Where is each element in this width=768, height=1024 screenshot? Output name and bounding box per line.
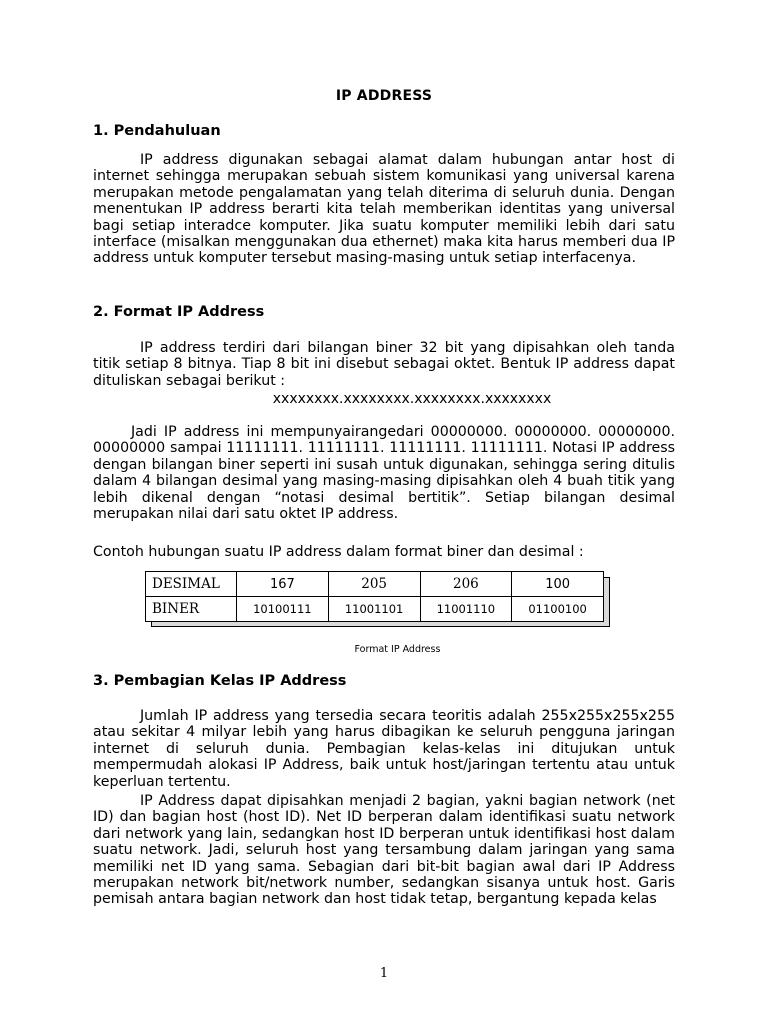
section-heading-pendahuluan: 1. Pendahuluan bbox=[93, 123, 221, 139]
table-row-biner bbox=[146, 597, 604, 622]
section-heading-format: 2. Format IP Address bbox=[93, 304, 265, 320]
table-cell: 10100111 bbox=[237, 597, 329, 622]
row-label-biner: BINER bbox=[146, 597, 237, 622]
row-label-desimal: DESIMAL bbox=[146, 572, 237, 597]
ip-table bbox=[145, 571, 604, 622]
table-cell: 167 bbox=[237, 572, 329, 597]
paragraph-pendahuluan: IP address digunakan sebagai alamat dalam hubungan antar host di internet sehingga merupakan sebuah sistem komunikasi yang universal karena merupakan metode pengalamatan yang telah diterima di seluruh dunia. Dengan menentukan IP address berarti kita telah memberikan identitas yang universal bagi setiap interadce komputer. Jika suatu komputer memiliki lebih dari satu interface (misalkan menggunakan dua ethernet) maka kita harus memberi dua IP address untuk komputer tersebut masing-masing untuk setiap interfacenya. bbox=[93, 152, 675, 267]
section-heading-pembagian: 3. Pembagian Kelas IP Address bbox=[93, 673, 347, 689]
table-cell: 100 bbox=[512, 572, 604, 597]
document-title: IP ADDRESS bbox=[335, 88, 433, 104]
paragraph-format-example: Contoh hubungan suatu IP address dalam format biner dan desimal : bbox=[93, 544, 584, 560]
ip-format-pattern: xxxxxxxx.xxxxxxxx.xxxxxxxx.xxxxxxxx bbox=[272, 391, 552, 407]
paragraph-pembagian-1: Jumlah IP address yang tersedia secara teoritis adalah 255x255x255x255 atau sekitar 4 milyar lebih yang harus dibagikan ke seluruh pengguna jaringan internet di seluruh dunia. Pembagian kelas-kelas ini ditujukan untuk mempermudah alokasi IP Address, baik untuk host/jaringan tertentu atau untuk keperluan tertentu. bbox=[93, 708, 675, 790]
paragraph-format-notation: Jadi IP address ini mempunyairangedari 00000000. 00000000. 00000000. 00000000 sampai 11111111. 11111111. 11111111. 11111111. Notasi IP address dengan bilangan biner seperti ini susah untuk digunakan, sehingga sering ditulis dalam 4 bilangan desimal yang masing-masing dipisahkan oleh 4 buah titik yang lebih dikenal dengan “notasi desimal bertitik”. Setiap bilangan desimal merupakan nilai dari satu oktet IP address. bbox=[93, 424, 675, 523]
table-row-desimal bbox=[146, 572, 604, 597]
table-cell: 01100100 bbox=[512, 597, 604, 622]
table-caption: Format IP Address bbox=[354, 644, 441, 655]
ip-format-table bbox=[145, 571, 604, 621]
table-cell: 11001110 bbox=[420, 597, 512, 622]
page-number: 1 bbox=[379, 966, 389, 981]
paragraph-pembagian-2: IP Address dapat dipisahkan menjadi 2 bagian, yakni bagian network (net ID) dan bagian host (host ID). Net ID berperan dalam identifikasi suatu network dari network yang lain, sedangkan host ID berperan untuk identifikasi host dalam suatu network. Jadi, seluruh host yang tersambung dalam jaringan yang sama memiliki net ID yang sama. Sebagian dari bit-bit bagian awal dari IP Address merupakan network bit/network number, sedangkan sisanya untuk host. Garis pemisah antara bagian network dan host tidak tetap, bergantung kepada kelas bbox=[93, 793, 675, 908]
table-cell: 206 bbox=[420, 572, 512, 597]
table-cell: 205 bbox=[328, 572, 420, 597]
table-cell: 11001101 bbox=[328, 597, 420, 622]
paragraph-format-intro: IP address terdiri dari bilangan biner 32 bit yang dipisahkan oleh tanda titik setiap 8 bitnya. Tiap 8 bit ini disebut sebagai oktet. Bentuk IP address dapat dituliskan sebagai berikut : bbox=[93, 340, 675, 389]
